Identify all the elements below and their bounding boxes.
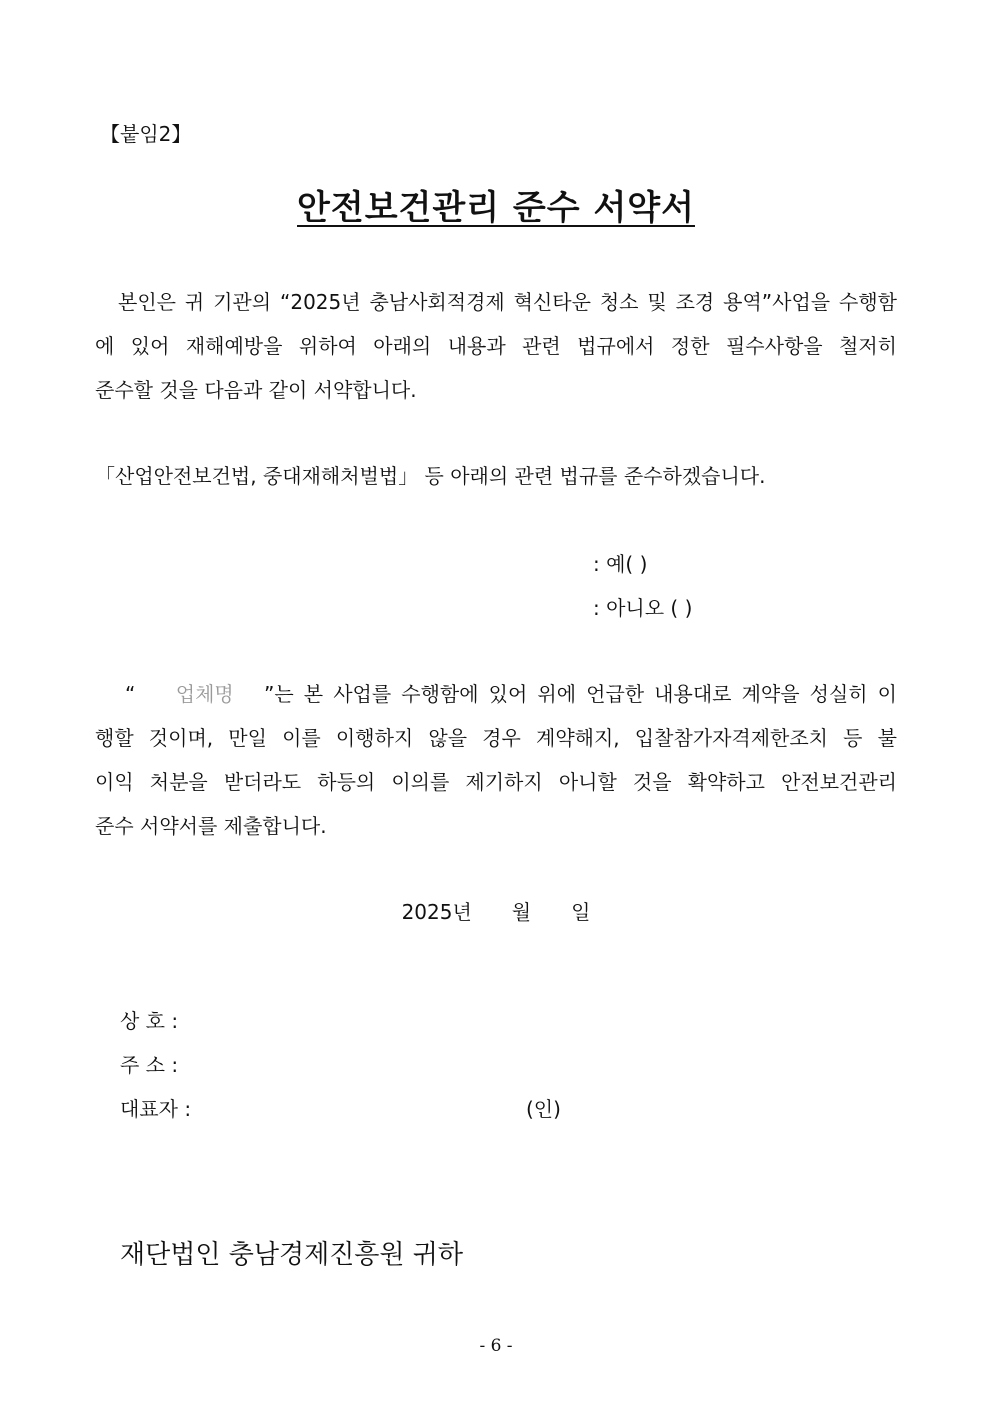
company-name-field: 상 호 : — [120, 1009, 179, 1033]
date-year: 2025년 — [401, 900, 472, 924]
representative-field: 대표자 : — [120, 1097, 192, 1121]
commitment-line: 행할 것이며, 만일 이를 이행하지 않을 경우 계약해지, 입찰참가자격제한조치 등 불 — [95, 726, 897, 750]
document-title-text: 안전보건관리 준수 서약서 — [297, 188, 695, 228]
open-quote: “ — [125, 682, 136, 706]
commitment-paragraph — [95, 672, 897, 848]
law-compliance-statement: 「산업안전보건법, 중대재해처벌법」 등 아래의 관련 법규를 준수하겠습니다. — [95, 464, 766, 488]
commitment-line: 준수 서약서를 제출합니다. — [95, 814, 327, 838]
pledge-paragraph — [95, 280, 897, 412]
option-yes: : 예( ) — [593, 552, 648, 576]
seal-mark: (인) — [526, 1097, 561, 1121]
document-title — [0, 180, 992, 229]
company-name-placeholder: 업체명 — [175, 682, 234, 706]
commitment-first-rest: ”는 본 사업를 수행함에 있어 위에 언급한 내용대로 계약을 성실히 이 — [264, 682, 897, 706]
recipient: 재단법인 충남경제진흥원 귀하 — [120, 1240, 464, 1270]
date-day: 일 — [571, 900, 591, 924]
pledge-line: 준수할 것을 다음과 같이 서약합니다. — [95, 378, 417, 402]
page-number: - 6 - — [479, 1336, 513, 1356]
date-month: 월 — [511, 900, 532, 924]
attachment-label: 【붙임2】 — [100, 122, 192, 146]
option-no: : 아니오 ( ) — [593, 596, 693, 620]
address-field: 주 소 : — [120, 1053, 179, 1077]
pledge-line: 본인은 귀 기관의 “2025년 충남사회적경제 혁신타운 청소 및 조경 용역”사업을 수행함 — [118, 290, 897, 314]
commitment-line-first — [95, 672, 897, 716]
commitment-line: 이익 처분을 받더라도 하등의 이의를 제기하지 아니할 것을 확약하고 안전보건관리 — [95, 770, 897, 794]
pledge-line: 에 있어 재해예방을 위하여 아래의 내용과 관련 법규에서 정한 필수사항을 철저히 — [95, 334, 897, 358]
signing-date — [0, 896, 992, 925]
